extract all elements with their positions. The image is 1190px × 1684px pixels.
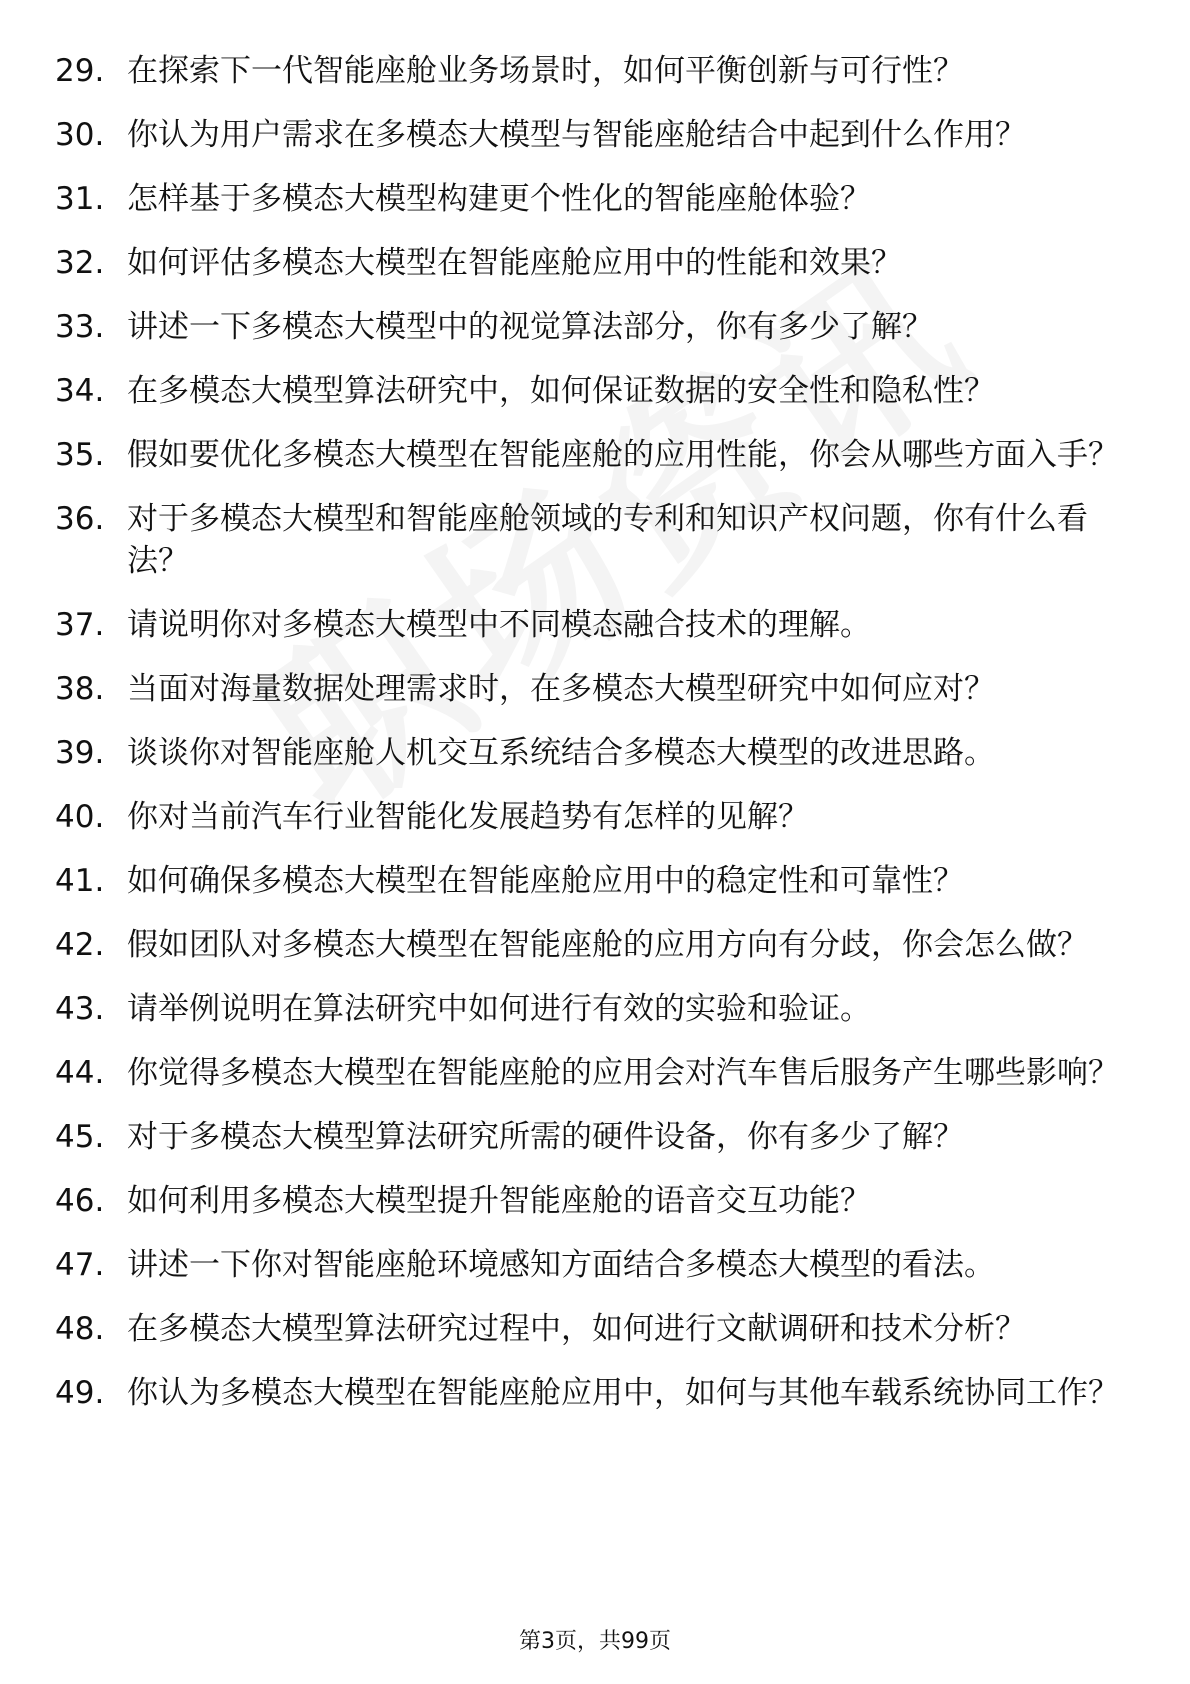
question-text: 在多模态大模型算法研究中，如何保证数据的安全性和隐私性？ bbox=[127, 373, 995, 409]
question-text: 在多模态大模型算法研究过程中，如何进行文献调研和技术分析？ bbox=[127, 1311, 1026, 1347]
question-number: 44. bbox=[55, 1055, 105, 1091]
question-item-43 bbox=[0, 988, 1190, 1030]
question-text: 你对当前汽车行业智能化发展趋势有怎样的见解？ bbox=[127, 799, 809, 835]
question-number: 37. bbox=[55, 607, 105, 643]
question-item-36 bbox=[0, 498, 1190, 582]
question-text: 假如团队对多模态大模型在智能座舱的应用方向有分歧，你会怎么做？ bbox=[127, 927, 1088, 963]
question-text: 讲述一下多模态大模型中的视觉算法部分，你有多少了解？ bbox=[127, 309, 933, 345]
question-number: 47. bbox=[55, 1247, 105, 1283]
question-item-48 bbox=[0, 1308, 1190, 1350]
question-item-45 bbox=[0, 1116, 1190, 1158]
question-item-38 bbox=[0, 668, 1190, 710]
question-text: 当面对海量数据处理需求时，在多模态大模型研究中如何应对？ bbox=[127, 671, 995, 707]
page-footer bbox=[0, 1627, 1190, 1657]
question-text: 在探索下一代智能座舱业务场景时，如何平衡创新与可行性？ bbox=[127, 53, 964, 89]
question-text: 如何评估多模态大模型在智能座舱应用中的性能和效果？ bbox=[127, 245, 902, 281]
question-number: 46. bbox=[55, 1183, 105, 1219]
question-number: 48. bbox=[55, 1311, 105, 1347]
question-item-46 bbox=[0, 1180, 1190, 1222]
question-text: 你认为用户需求在多模态大模型与智能座舱结合中起到什么作用？ bbox=[127, 117, 1026, 153]
question-text: 谈谈你对智能座舱人机交互系统结合多模态大模型的改进思路。 bbox=[127, 735, 995, 771]
page-number-label: 第3页，共99页 bbox=[519, 1629, 671, 1654]
question-number: 38. bbox=[55, 671, 105, 707]
question-item-31 bbox=[0, 178, 1190, 220]
question-text: 你认为多模态大模型在智能座舱应用中，如何与其他车载系统协同工作？ bbox=[127, 1375, 1119, 1411]
question-number: 42. bbox=[55, 927, 105, 963]
question-number: 33. bbox=[55, 309, 105, 345]
question-item-29 bbox=[0, 50, 1190, 92]
question-text: 对于多模态大模型和智能座舱领域的专利和知识产权问题，你有什么看法？ bbox=[127, 501, 1088, 579]
question-text: 你觉得多模态大模型在智能座舱的应用会对汽车售后服务产生哪些影响？ bbox=[127, 1055, 1119, 1091]
question-item-41 bbox=[0, 860, 1190, 902]
question-text: 请举例说明在算法研究中如何进行有效的实验和验证。 bbox=[127, 991, 871, 1027]
question-number: 30. bbox=[55, 117, 105, 153]
question-number: 43. bbox=[55, 991, 105, 1027]
question-text: 对于多模态大模型算法研究所需的硬件设备，你有多少了解？ bbox=[127, 1119, 964, 1155]
question-text: 如何确保多模态大模型在智能座舱应用中的稳定性和可靠性？ bbox=[127, 863, 964, 899]
question-text: 如何利用多模态大模型提升智能座舱的语音交互功能？ bbox=[127, 1183, 871, 1219]
question-number: 41. bbox=[55, 863, 105, 899]
question-item-30 bbox=[0, 114, 1190, 156]
question-number: 29. bbox=[55, 53, 105, 89]
question-number: 39. bbox=[55, 735, 105, 771]
question-item-35 bbox=[0, 434, 1190, 476]
question-number: 32. bbox=[55, 245, 105, 281]
question-item-47 bbox=[0, 1244, 1190, 1286]
question-number: 40. bbox=[55, 799, 105, 835]
question-number: 34. bbox=[55, 373, 105, 409]
question-item-32 bbox=[0, 242, 1190, 284]
question-number: 45. bbox=[55, 1119, 105, 1155]
question-list bbox=[0, 50, 1190, 1436]
question-item-40 bbox=[0, 796, 1190, 838]
question-number: 35. bbox=[55, 437, 105, 473]
question-text: 请说明你对多模态大模型中不同模态融合技术的理解。 bbox=[127, 607, 871, 643]
question-number: 36. bbox=[55, 501, 105, 537]
question-item-44 bbox=[0, 1052, 1190, 1094]
question-item-42 bbox=[0, 924, 1190, 966]
question-item-49 bbox=[0, 1372, 1190, 1414]
question-number: 31. bbox=[55, 181, 105, 217]
question-text: 怎样基于多模态大模型构建更个性化的智能座舱体验？ bbox=[127, 181, 871, 217]
question-item-37 bbox=[0, 604, 1190, 646]
question-text: 假如要优化多模态大模型在智能座舱的应用性能，你会从哪些方面入手？ bbox=[127, 437, 1119, 473]
question-item-34 bbox=[0, 370, 1190, 412]
question-text: 讲述一下你对智能座舱环境感知方面结合多模态大模型的看法。 bbox=[127, 1247, 995, 1283]
question-item-33 bbox=[0, 306, 1190, 348]
question-item-39 bbox=[0, 732, 1190, 774]
question-number: 49. bbox=[55, 1375, 105, 1411]
